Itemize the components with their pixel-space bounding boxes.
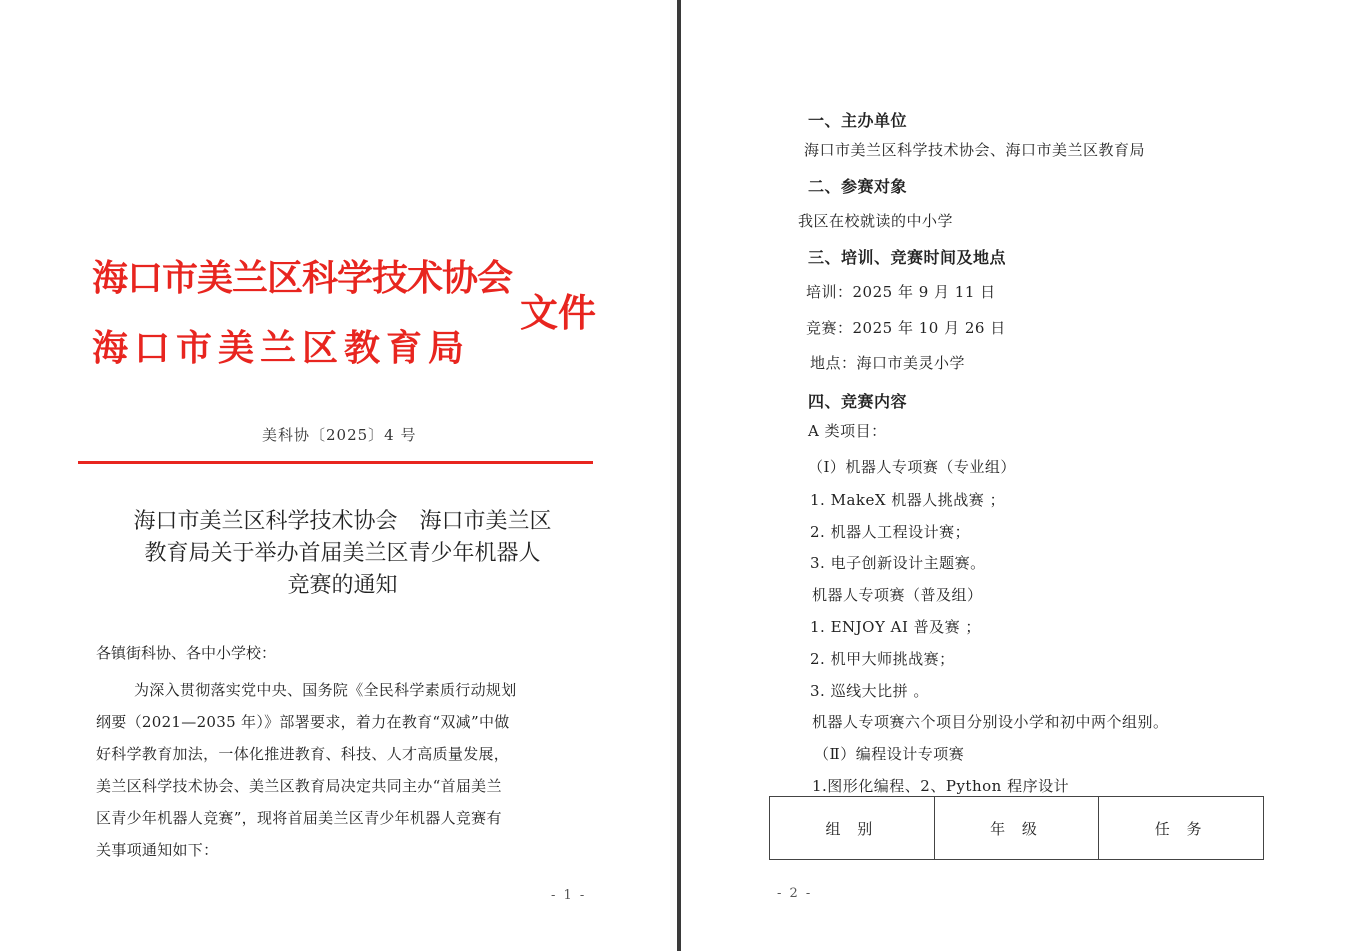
class-a-label: A 类项目： — [808, 422, 887, 440]
list-item: 2. 机甲大师挑战赛； — [810, 650, 955, 668]
body-line: 好科学教育加法，一体化推进教育、科技、人才高质量发展， — [96, 745, 510, 763]
section-heading-content: 四、竞赛内容 — [808, 392, 908, 411]
table-header-cell: 年 级 — [935, 797, 1100, 859]
competition-date: 竞赛：2025 年 10 月 26 日 — [806, 319, 1006, 337]
title-line: 教育局关于举办首届美兰区青少年机器人 — [144, 541, 541, 566]
body-line: 为深入贯彻落实党中央、国务院《全民科学素质行动规划 — [134, 681, 517, 699]
section-heading-organizer: 一、主办单位 — [808, 111, 908, 130]
document-number: 美科协〔2025〕4 号 — [262, 426, 417, 444]
organizer-text: 海口市美兰区科学技术协会、海口市美兰区教育局 — [804, 141, 1146, 159]
group-note: 机器人专项赛六个项目分别设小学和初中两个组别。 — [812, 713, 1169, 731]
group-table-header — [769, 796, 1264, 860]
document-type-label: 文件 — [520, 291, 597, 335]
section-heading-schedule: 三、培训、竞赛时间及地点 — [808, 248, 1007, 267]
group-title-programming: （Ⅱ）编程设计专项赛 — [814, 745, 965, 763]
red-header-divider — [78, 461, 593, 464]
programming-items: 1.图形化编程、2、Python 程序设计 — [812, 777, 1070, 795]
list-item: 1. MakeX 机器人挑战赛 ； — [810, 491, 1006, 509]
body-paragraph — [96, 674, 592, 866]
participants-text: 我区在校就读的中小学 — [798, 212, 954, 230]
title-line: 海口市美兰区科学技术协会 海口市美兰区 — [133, 509, 552, 534]
page-number: - 1 - — [551, 888, 587, 903]
document-title — [100, 506, 585, 602]
list-item: 3. 巡线大比拼 。 — [810, 682, 929, 700]
list-item: 2. 机器人工程设计赛； — [810, 523, 971, 541]
list-item: 1. ENJOY AI 普及赛 ； — [810, 618, 981, 636]
salutation: 各镇街科协、各中小学校： — [96, 644, 277, 662]
title-line: 竞赛的通知 — [287, 573, 398, 598]
issuer-name-education-bureau: 海口市美兰区教育局 — [92, 328, 471, 369]
table-header-cell: 组 别 — [770, 797, 935, 859]
body-line: 美兰区科学技术协会、美兰区教育局决定共同主办“首届美兰 — [96, 777, 502, 795]
training-date: 培训：2025 年 9 月 11 日 — [806, 283, 996, 301]
issuer-name-science-association: 海口市美兰区科学技术协会 — [92, 258, 513, 299]
group-title-professional: （Ⅰ）机器人专项赛（专业组） — [808, 458, 1016, 476]
list-item: 3. 电子创新设计主题赛。 — [810, 554, 986, 572]
table-header-cell: 任 务 — [1154, 819, 1208, 838]
section-heading-participants: 二、参赛对象 — [808, 177, 908, 196]
body-line: 区青少年机器人竞赛”，现将首届美兰区青少年机器人竞赛有 — [96, 809, 502, 827]
document-page-2 — [681, 0, 1353, 951]
body-line: 纲要（2021—2035 年）》部署要求，着力在教育“双减”中做 — [96, 713, 510, 731]
group-title-general: 机器人专项赛（普及组） — [812, 586, 983, 604]
body-line: 关事项通知如下： — [96, 841, 219, 859]
page-number: - 2 - — [777, 886, 813, 901]
location-text: 地点：海口市美灵小学 — [810, 354, 966, 372]
